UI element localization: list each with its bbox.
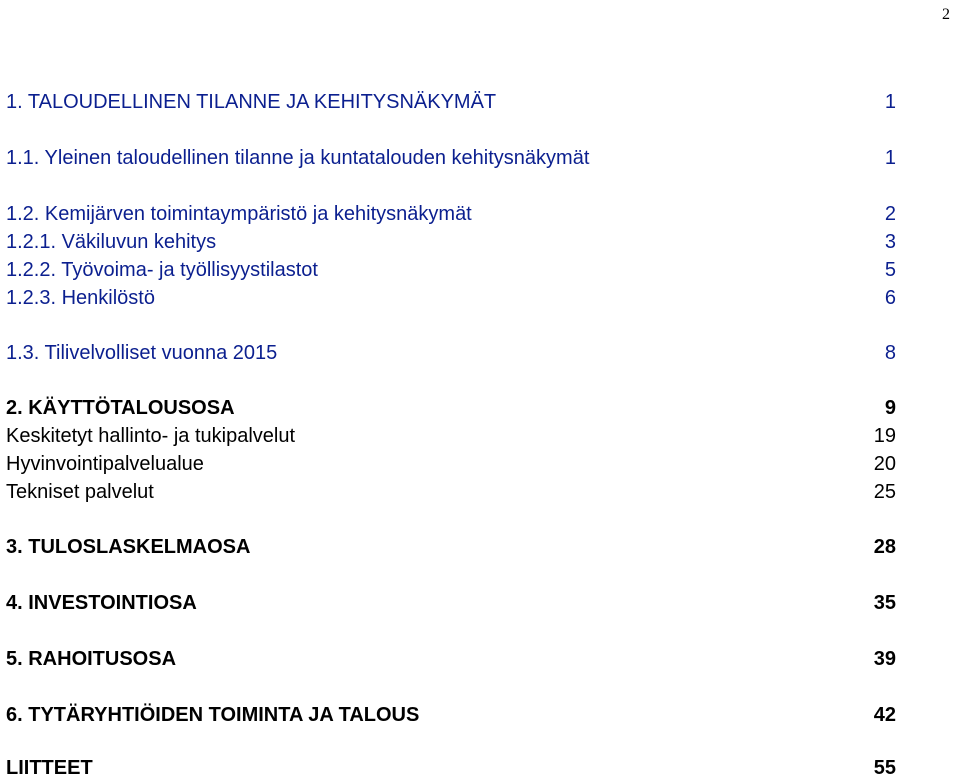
toc-entry-tekniset[interactable] (6, 480, 896, 504)
page-number: 2 (942, 6, 950, 23)
toc-entry-title: 1.1. Yleinen taloudellinen tilanne ja kuntatalouden kehitysnäkymät (6, 147, 590, 169)
toc-entry-page: 25 (873, 481, 896, 503)
toc-entry-page: 2 (884, 203, 896, 225)
toc-entry-title: 4. INVESTOINTIOSA (6, 592, 197, 614)
toc-entry-title: 1.3. Tilivelvolliset vuonna 2015 (6, 342, 278, 364)
toc-entry-3[interactable] (6, 535, 896, 559)
toc-entry-page: 9 (884, 397, 896, 419)
toc-entry-2[interactable] (6, 396, 896, 420)
toc-entry-title: 1.2.3. Henkilöstö (6, 287, 155, 309)
toc-entry-page: 1 (884, 147, 896, 169)
toc-entry-title: 1.2.1. Väkiluvun kehitys (6, 231, 217, 253)
toc-entry-6[interactable] (6, 703, 896, 727)
toc-entry-1-1[interactable] (6, 146, 896, 170)
toc-entry-1-2[interactable] (6, 202, 896, 226)
toc-entry-1-2-1[interactable] (6, 230, 896, 254)
toc-entry-hallinto[interactable] (6, 424, 896, 448)
toc-entry-title: 5. RAHOITUSOSA (6, 648, 177, 670)
toc-entry-title: 1.2. Kemijärven toimintaympäristö ja kehitysnäkymät (6, 203, 472, 225)
toc-entry-page: 20 (873, 453, 896, 475)
toc-entry-page: 19 (873, 425, 896, 447)
toc-entry-4[interactable] (6, 591, 896, 615)
toc-entry-page: 55 (873, 757, 896, 779)
toc-entry-title: Keskitetyt hallinto- ja tukipalvelut (6, 425, 296, 447)
toc-entry-page: 42 (873, 704, 896, 726)
toc-entry-page: 35 (873, 592, 896, 614)
toc-entry-page: 39 (873, 648, 896, 670)
toc-entry-1-3[interactable] (6, 341, 896, 365)
toc-entry-title: Hyvinvointipalvelualue (6, 453, 204, 475)
toc-entry-page: 1 (884, 91, 896, 113)
toc-entry-1[interactable] (6, 90, 896, 114)
toc-entry-title: Tekniset palvelut (6, 481, 154, 503)
toc-entry-page: 28 (873, 536, 896, 558)
toc-entry-page: 3 (884, 231, 896, 253)
toc-entry-title: 1. TALOUDELLINEN TILANNE JA KEHITYSNÄKYMÄT (6, 91, 497, 113)
toc-entry-liitteet[interactable] (6, 756, 896, 780)
toc-entry-hyvinvointi[interactable] (6, 452, 896, 476)
toc-entry-page: 5 (884, 259, 896, 281)
toc-entry-title: 6. TYTÄRYHTIÖIDEN TOIMINTA JA TALOUS (6, 704, 420, 726)
toc-entry-title: LIITTEET (6, 757, 93, 779)
toc-entry-1-2-3[interactable] (6, 286, 896, 310)
toc-entry-title: 3. TULOSLASKELMAOSA (6, 536, 251, 558)
toc-entry-5[interactable] (6, 647, 896, 671)
toc-entry-title: 2. KÄYTTÖTALOUSOSA (6, 397, 235, 419)
toc-entry-page: 8 (884, 342, 896, 364)
toc-entry-page: 6 (884, 287, 896, 309)
toc-entry-title: 1.2.2. Työvoima- ja työllisyystilastot (6, 259, 318, 281)
toc-entry-1-2-2[interactable] (6, 258, 896, 282)
